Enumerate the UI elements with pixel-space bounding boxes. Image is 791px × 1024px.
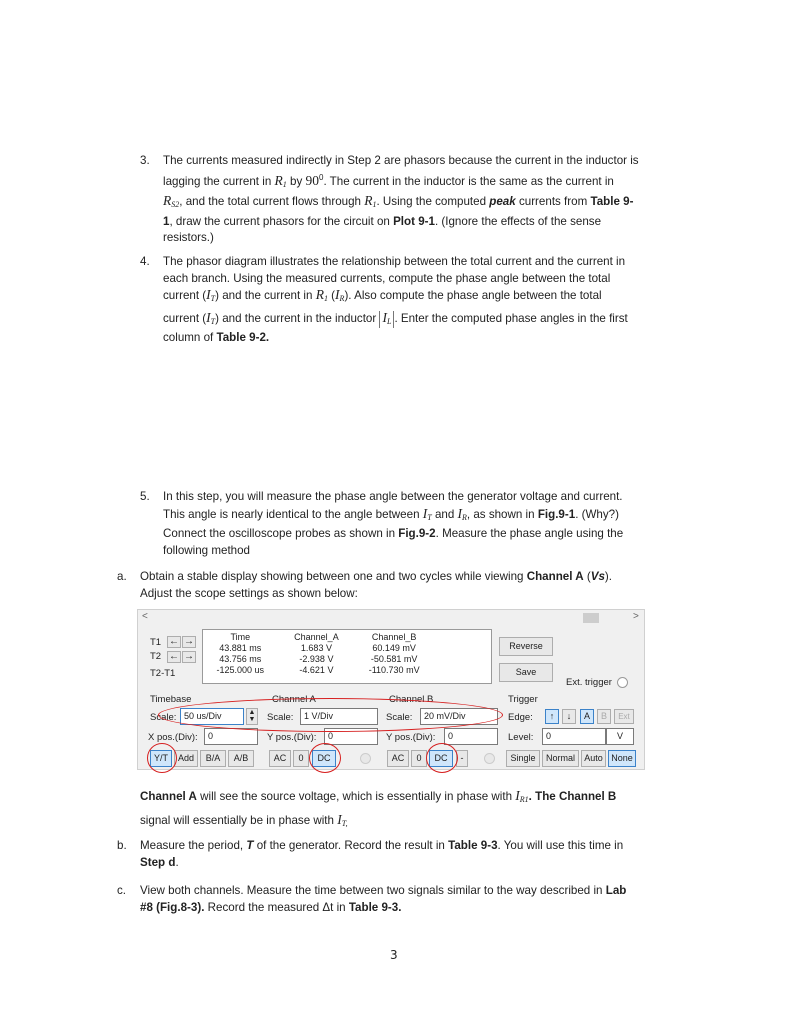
- channel-ref: Channel A: [140, 790, 197, 803]
- channel-b-label: Channel B: [389, 694, 434, 705]
- arrow-right-icon: →: [184, 651, 194, 662]
- ba-mode-button[interactable]: B/A: [200, 750, 226, 767]
- table-cell: 60.149 mV: [372, 643, 416, 653]
- text-fragment: lagging the current in: [163, 174, 272, 188]
- table-cell: 43.756 ms: [219, 654, 262, 664]
- text-fragment: currents from: [518, 195, 588, 209]
- text-fragment: .: [175, 855, 179, 869]
- t2-t1-label: T2-T1: [150, 668, 176, 679]
- channel-a-dc-button[interactable]: DC: [312, 750, 336, 767]
- table-ref: Table 9-: [590, 195, 634, 209]
- falling-edge-icon: ↓: [566, 711, 572, 721]
- lab-ref: #8 (Fig.8-3).: [140, 900, 205, 914]
- text-fragment: by: [290, 174, 303, 188]
- channel-b-ypos-input[interactable]: 0: [444, 728, 498, 745]
- math-symbol: I: [206, 287, 211, 303]
- math-symbol: I: [206, 309, 211, 325]
- t1-left-arrow-button[interactable]: [167, 636, 181, 648]
- channel-b-radio[interactable]: [484, 753, 495, 764]
- timebase-scale-label: Scale:: [150, 712, 177, 723]
- channel-a-label: Channel A: [272, 694, 316, 705]
- trigger-label: Trigger: [508, 694, 538, 705]
- rising-edge-icon: ↑: [549, 711, 555, 721]
- math-subscript: S2: [171, 200, 180, 210]
- table-cell: 1.683 V: [300, 643, 332, 653]
- channel-ref: Channel B: [558, 790, 617, 803]
- table-row: [203, 665, 433, 676]
- math-subscript: 1: [323, 294, 328, 304]
- math-symbol: R: [315, 287, 324, 303]
- text-fragment: . Using the computed: [376, 195, 487, 209]
- lab-ref: Lab: [605, 884, 627, 897]
- text-fragment: ) and the current in: [215, 289, 313, 303]
- text-fragment: (: [586, 570, 591, 583]
- item-a-letter: a.: [117, 570, 127, 583]
- column-header: Time: [230, 632, 251, 642]
- table-cell: -50.581 mV: [370, 654, 418, 664]
- math-subscript: T: [210, 316, 216, 326]
- figure-ref: Fig.9-1: [537, 507, 576, 521]
- math-symbol: R: [274, 172, 283, 188]
- channel-a-zero-button[interactable]: 0: [293, 750, 309, 767]
- item-3-text: [163, 153, 723, 247]
- math-subscript: R1: [519, 795, 529, 804]
- normal-trigger-button[interactable]: Normal: [542, 750, 579, 767]
- channel-a-ypos-input[interactable]: 0: [324, 728, 378, 745]
- channel-b-scale-input[interactable]: 20 mV/Div: [420, 708, 498, 725]
- text-fragment: Adjust the scope settings as shown below:: [140, 586, 358, 600]
- table-header-row: [203, 632, 433, 643]
- table-cell: -125.000 us: [216, 665, 265, 675]
- text-fragment: current (: [163, 311, 207, 325]
- text-fragment: This angle is nearly identical to the angle between: [163, 507, 420, 521]
- math-subscript: T: [210, 294, 216, 304]
- channel-a-radio[interactable]: [360, 753, 371, 764]
- channel-a-scale-label: Scale:: [267, 712, 294, 723]
- yt-mode-button[interactable]: Y/T: [150, 750, 172, 767]
- item-3-number: 3.: [140, 154, 150, 167]
- text-fragment: . Enter the computed phase angles in the first: [394, 311, 628, 325]
- period-symbol: T: [246, 839, 254, 852]
- math-symbol: I: [457, 505, 463, 521]
- plot-ref: Plot 9-1: [393, 214, 435, 228]
- table-ref: 1: [163, 214, 170, 228]
- math-symbol: I: [422, 505, 428, 521]
- table-row: [203, 654, 433, 665]
- text-fragment: and: [434, 507, 455, 521]
- text-fragment: (: [331, 289, 336, 303]
- channel-a-ypos-label: Y pos.(Div):: [267, 732, 317, 743]
- text-fragment: . Measure the phase angle using the: [435, 527, 624, 541]
- none-trigger-button[interactable]: None: [608, 750, 636, 767]
- table-ref: Table 9-3.: [348, 900, 402, 914]
- text-fragment: . (Why?): [575, 507, 619, 521]
- channel-b-ac-button[interactable]: AC: [387, 750, 409, 767]
- trigger-source-a-button[interactable]: A: [580, 709, 594, 724]
- text-fragment: of the generator. Record the result in: [256, 839, 445, 852]
- t2-left-arrow-button[interactable]: [167, 651, 181, 663]
- emphasis-peak: peak: [489, 195, 516, 209]
- trigger-source-ext-button[interactable]: Ext: [614, 709, 634, 724]
- single-trigger-button[interactable]: Single: [506, 750, 540, 767]
- math-subscript: R: [462, 512, 467, 522]
- page-number: 3: [390, 948, 398, 962]
- level-input[interactable]: 0: [542, 728, 606, 745]
- level-label: Level:: [508, 732, 534, 743]
- item-3-line-1: The currents measured indirectly in Step 2 are phasors because the current in the inductor is: [163, 154, 639, 167]
- add-mode-button[interactable]: Add: [174, 750, 198, 767]
- item-5-number: 5.: [140, 490, 150, 503]
- vs-ref: Vs: [590, 570, 605, 583]
- figure-ref: Fig.9-2: [398, 527, 436, 541]
- oscilloscope-settings-panel: [137, 609, 645, 770]
- timebase-label: Timebase: [150, 694, 192, 705]
- scroll-right-icon[interactable]: >: [633, 611, 639, 622]
- math-symbol: 90: [305, 172, 319, 188]
- math-symbol: I: [337, 811, 342, 827]
- abs-bars: [379, 311, 394, 328]
- math-symbol: I: [515, 788, 520, 803]
- x-pos-input[interactable]: 0: [204, 728, 258, 745]
- text-fragment: current (: [163, 289, 207, 303]
- ab-mode-button[interactable]: A/B: [228, 750, 254, 767]
- math-subscript: 1: [372, 200, 377, 210]
- table-cell: 43.881 ms: [219, 643, 262, 653]
- table-cell: -4.621 V: [299, 665, 334, 675]
- math-superscript: 0: [318, 172, 324, 182]
- text-fragment: The phasor diagram illustrates the relationship between the total current and the current in: [163, 255, 626, 268]
- math-subscript: T,: [341, 818, 348, 828]
- channel-b-zero-button[interactable]: 0: [411, 750, 427, 767]
- table-ref: Table 9-3: [448, 839, 498, 852]
- level-unit-field[interactable]: V: [606, 728, 634, 745]
- channel-b-minus-button[interactable]: -: [456, 750, 468, 767]
- text-fragment: following method: [163, 543, 251, 557]
- text-fragment: , as shown in: [466, 507, 535, 521]
- scroll-left-icon[interactable]: <: [142, 611, 148, 622]
- timebase-scale-input[interactable]: 50 us/Div: [180, 708, 244, 725]
- text-fragment: ). Also compute the phase angle between the total: [344, 289, 602, 303]
- text-fragment: ).: [604, 570, 612, 583]
- channel-a-scale-input[interactable]: 1 V/Div: [300, 708, 378, 725]
- arrow-left-icon: ←: [169, 651, 179, 662]
- text-fragment: , draw the current phasors for the circuit on: [169, 214, 390, 228]
- ext-trigger-radio[interactable]: [617, 677, 628, 688]
- text-fragment: will see the source voltage, which is essentially in phase with: [200, 790, 513, 803]
- t1-label: T1: [150, 637, 162, 648]
- reverse-button[interactable]: Reverse: [499, 637, 553, 656]
- x-pos-label: X pos.(Div):: [148, 732, 198, 743]
- cursor-readout-table: [202, 629, 492, 684]
- math-subscript: R: [339, 294, 345, 304]
- text-fragment: resistors.): [163, 231, 214, 245]
- trigger-source-b-button[interactable]: B: [597, 709, 611, 724]
- text-fragment: Measure the period,: [140, 839, 244, 852]
- auto-trigger-button[interactable]: Auto: [581, 750, 606, 767]
- channel-b-ypos-label: Y pos.(Div):: [386, 732, 436, 743]
- t2-label: T2: [150, 651, 162, 662]
- text-fragment: signal will essentially be in phase with: [140, 813, 334, 827]
- save-button[interactable]: Save: [499, 663, 553, 682]
- text-fragment: , and the total current flows through: [179, 195, 361, 209]
- table-cell: -110.730 mV: [368, 665, 420, 675]
- scroll-thumb[interactable]: [583, 613, 599, 623]
- text-fragment: Connect the oscilloscope probes as shown in: [163, 527, 396, 541]
- item-b-letter: b.: [117, 839, 127, 852]
- table-ref: Table 9-2.: [216, 331, 270, 345]
- text-fragment: ) and the current in the inductor: [215, 311, 377, 325]
- text-fragment: . You will use this time in: [497, 839, 624, 852]
- table-cell: -2.938 V: [299, 654, 334, 664]
- text-fragment: View both channels. Measure the time between two signals similar to the way described in: [140, 884, 603, 897]
- arrow-left-icon: ←: [169, 636, 179, 647]
- text-fragment: In this step, you will measure the phase angle between the generator voltage and current.: [163, 490, 623, 503]
- step-ref: Step d: [140, 855, 176, 869]
- item-c-text: [140, 883, 710, 916]
- column-header: Channel_B: [371, 632, 417, 642]
- text-fragment: each branch. Using the measured currents, compute the phase angle between the total: [163, 271, 611, 285]
- item-b-text: [140, 838, 710, 871]
- edge-falling-button[interactable]: [562, 709, 576, 724]
- math-subscript: L: [386, 316, 392, 326]
- text-fragment: . The: [528, 790, 556, 803]
- text-fragment: Obtain a stable display showing between one and two cycles while viewing: [140, 570, 524, 583]
- channel-b-dc-button[interactable]: DC: [429, 750, 453, 767]
- text-fragment: column of: [163, 331, 214, 345]
- item-4-number: 4.: [140, 255, 150, 268]
- ext-trigger-label: Ext. trigger: [566, 677, 612, 688]
- arrow-right-icon: →: [184, 636, 194, 647]
- horizontal-scrollbar[interactable]: [138, 610, 644, 626]
- text-fragment: . (Ignore the effects of the sense: [434, 214, 602, 228]
- math-subscript: T: [427, 512, 432, 522]
- edge-rising-button[interactable]: [545, 709, 559, 724]
- edge-label: Edge:: [508, 712, 533, 723]
- channel-ref: Channel A: [526, 570, 584, 583]
- column-header: Channel_A: [294, 632, 339, 642]
- t2-right-arrow-button[interactable]: [182, 651, 196, 663]
- channel-note: [140, 788, 700, 832]
- timebase-scale-spinner[interactable]: ▲ ▼: [246, 708, 258, 725]
- t1-right-arrow-button[interactable]: [182, 636, 196, 648]
- channel-b-scale-label: Scale:: [386, 712, 413, 723]
- math-symbol: I: [335, 287, 340, 303]
- item-a-text: [140, 569, 720, 602]
- item-5-text: [163, 489, 723, 559]
- text-fragment: Record the measured Δt in: [207, 900, 346, 914]
- table-row: [203, 643, 433, 654]
- item-4-text: [163, 254, 723, 347]
- math-symbol: R: [364, 193, 373, 209]
- item-c-letter: c.: [117, 884, 127, 897]
- math-symbol: I: [382, 309, 387, 325]
- text-fragment: . The current in the inductor is the same as the current in: [323, 174, 614, 188]
- math-symbol: R: [163, 193, 172, 209]
- math-subscript: 1: [282, 179, 287, 189]
- channel-a-ac-button[interactable]: AC: [269, 750, 291, 767]
